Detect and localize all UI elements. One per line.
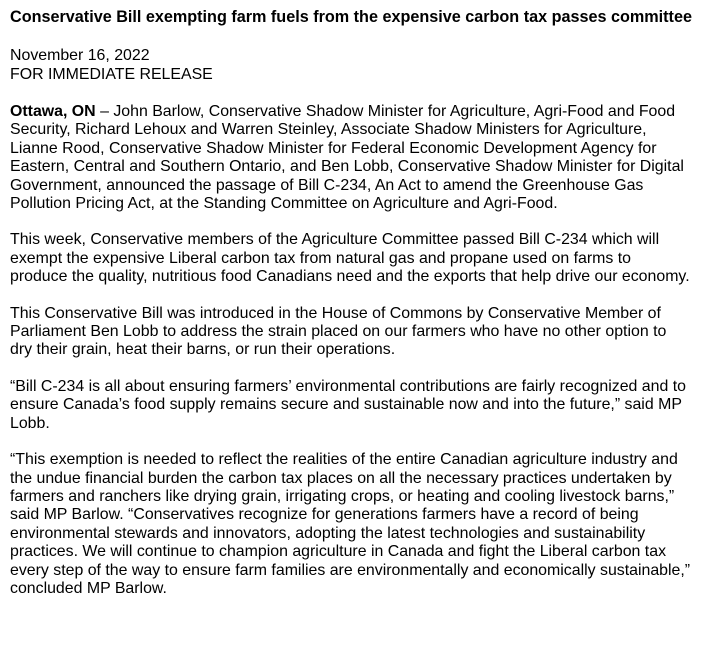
quote-barlow: “This exemption is needed to reflect the realities of the entire Canadian agriculture industry and the undue financial burden the carbon tax places on all the necessary practices undertaken by farmers and ranchers like drying grain, irrigating crops, or heating and cooling livestock barns,” said MP Barlow. “Conservatives recognize for generations farmers have a record of being environmental stewards and innovators, adopting the latest technologies and sustainability practices. We will continue to champion agriculture in Canada and fight the Liberal carbon tax every step of the way to ensure farm families are environmentally and economically sustainable,” concluded MP Barlow. [10, 451, 691, 597]
paragraph-committee: This week, Conservative members of the Agriculture Committee passed Bill C-234 which will exempt the expensive Liberal carbon tax from natural gas and propane used on farms to produce the quality, nutritious food Canadians need and the exports that help drive our economy. [10, 231, 690, 286]
release-date: November 16, 2022 [10, 47, 150, 64]
paragraph-intro-text: – John Barlow, Conservative Shadow Minister for Agriculture, Agri-Food and Food Security, Richard Lehoux and Warren Steinley, Associate Shadow Ministers for Agriculture, Lianne Rood, Conservative Shadow Minister for Federal Economic Development Agency for Eastern, Central and Southern Ontario, and Ben Lobb, Conservative Shadow Minister for Digital Government, announced the passage of Bill C-234, An Act to amend the Greenhouse Gas Pollution Pricing Act, at the Standing Committee on Agriculture and Agri-Food. [10, 103, 684, 213]
document-title: Conservative Bill exempting farm fuels from the expensive carbon tax passes committee [10, 8, 692, 26]
release-meta [10, 46, 692, 84]
paragraph-intro [10, 103, 692, 213]
quote-lobb: “Bill C-234 is all about ensuring farmers’ environmental contributions are fairly recognized and to ensure Canada’s food supply remains secure and sustainable now and into the future,” said MP Lobb. [10, 377, 686, 432]
release-notice: FOR IMMEDIATE RELEASE [10, 66, 213, 83]
dateline: Ottawa, ON [10, 103, 96, 120]
paragraph-bill-origin: This Conservative Bill was introduced in the House of Commons by Conservative Member of Parliament Ben Lobb to address the strain placed on our farmers who have no other option to dry their grain, heat their barns, or run their operations. [10, 304, 667, 359]
